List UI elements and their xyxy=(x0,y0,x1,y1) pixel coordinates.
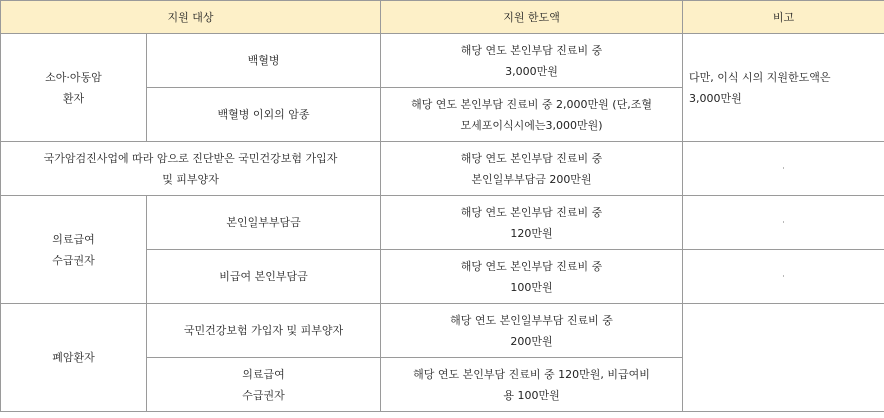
amount-line1: 해당 연도 본인부담 진료비 중 120만원, 비급여비 xyxy=(413,367,650,381)
amount-cell xyxy=(381,34,683,88)
table-row xyxy=(1,142,884,196)
group-label-line2: 환자 xyxy=(62,91,85,105)
amount-cell xyxy=(381,250,683,304)
note-cell: · xyxy=(683,196,884,250)
group-cell: 폐암환자 xyxy=(1,304,147,412)
subgroup-line1: 의료급여 xyxy=(242,367,285,381)
amount-line1: 해당 연도 본인부담 진료비 중 xyxy=(460,151,603,165)
amount-cell xyxy=(381,196,683,250)
amount-cell xyxy=(381,304,683,358)
note-line2: 3,000만원 xyxy=(689,91,742,105)
amount-line1: 해당 연도 본인부담 진료비 중 xyxy=(460,205,603,219)
amount-line2: 본인일부부담금 200만원 xyxy=(471,172,592,186)
group-label-line1: 소아·아동암 xyxy=(45,70,102,84)
note-line1: 다만, 이식 시의 지원한도액은 xyxy=(689,70,831,84)
group-label-line2: 수급권자 xyxy=(52,253,95,267)
subgroup-cell: 국민건강보험 가입자 및 피부양자 xyxy=(147,304,381,358)
amount-line2: 모세포이식시에는3,000만원) xyxy=(460,118,603,132)
amount-line1: 해당 연도 본인부담 진료비 중 2,000만원 (단,조혈 xyxy=(411,97,652,111)
subgroup-cell xyxy=(147,358,381,412)
amount-line2: 120만원 xyxy=(510,226,553,240)
header-limit: 지원 한도액 xyxy=(381,1,683,34)
table-row xyxy=(1,304,884,358)
note-cell: · xyxy=(683,250,884,304)
subgroup-cell: 본인일부부담금 xyxy=(147,196,381,250)
amount-cell xyxy=(381,358,683,412)
subgroup-line2: 수급권자 xyxy=(242,388,285,402)
amount-line1: 해당 연도 본인일부부담 진료비 중 xyxy=(450,313,613,327)
group-label-line1: 국가암검진사업에 따라 암으로 진단받은 국민건강보험 가입자 xyxy=(43,151,338,165)
subgroup-cell: 백혈병 xyxy=(147,34,381,88)
table-row xyxy=(1,34,884,88)
amount-line2: 3,000만원 xyxy=(505,64,558,78)
amount-line1: 해당 연도 본인부담 진료비 중 xyxy=(460,259,603,273)
table-row xyxy=(1,196,884,250)
header-note: 비고 xyxy=(683,1,884,34)
amount-line1: 해당 연도 본인부담 진료비 중 xyxy=(460,43,603,57)
amount-line2: 100만원 xyxy=(510,280,553,294)
group-label-line2: 및 피부양자 xyxy=(162,172,219,186)
amount-cell xyxy=(381,88,683,142)
group-cell xyxy=(1,142,381,196)
amount-line2: 200만원 xyxy=(510,334,553,348)
amount-cell xyxy=(381,142,683,196)
group-cell xyxy=(1,196,147,304)
note-cell xyxy=(683,304,884,412)
subgroup-cell: 비급여 본인부담금 xyxy=(147,250,381,304)
group-label-line1: 의료급여 xyxy=(52,232,95,246)
amount-line2: 용 100만원 xyxy=(503,388,560,402)
header-row xyxy=(1,1,884,34)
subgroup-cell: 백혈병 이외의 암종 xyxy=(147,88,381,142)
group-cell xyxy=(1,34,147,142)
header-target: 지원 대상 xyxy=(1,1,381,34)
note-cell xyxy=(683,34,884,142)
note-cell: · xyxy=(683,142,884,196)
